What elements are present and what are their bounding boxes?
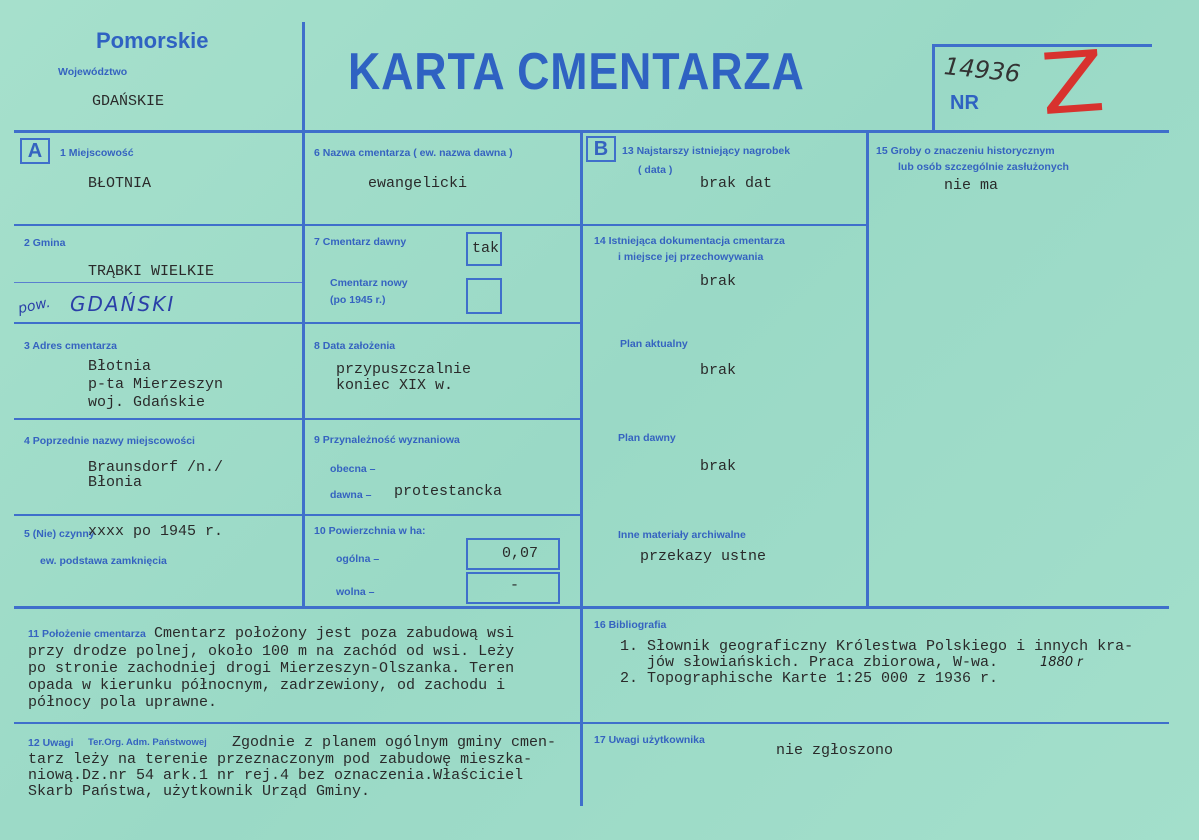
f5-label: 5 (Nie) czynny (24, 528, 95, 540)
f4-line-1: Braunsdorf /n./ (88, 459, 224, 476)
f8-label: 8 Data założenia (314, 340, 396, 352)
f15-label-2: lub osób szczególnie zasłużonych (898, 161, 1069, 173)
f8-line-1: przypuszczalnie (336, 361, 472, 378)
f2-label: 2 Gmina (24, 237, 66, 249)
user-remarks-label: 17 Uwagi użytkownika (594, 734, 705, 746)
f3-label: 3 Adres cmentarza (24, 340, 117, 352)
location-label: 11 Położenie cmentarza (28, 628, 146, 640)
section-b-badge: B (586, 136, 616, 162)
voivodeship-label: Województwo (58, 66, 128, 78)
f13-label: 13 Najstarszy istniejący nagrobek (622, 145, 791, 157)
f10-label: 10 Powierzchnia w ha: (314, 525, 426, 537)
f10-free-value: - (510, 577, 520, 594)
f8-line-2: koniec XIX w. (336, 377, 454, 394)
f5-sub-label: ew. podstawa zamknięcia (40, 555, 167, 567)
plan-former-value: brak (700, 458, 737, 475)
page-title: KARTA CMENTARZA (348, 43, 805, 101)
other-materials-value: przekazy ustne (640, 548, 767, 565)
f9-current-label: obecna – (330, 463, 376, 475)
f3-line-1: Błotnia (88, 358, 152, 375)
voivodeship-value: Pomorskie (96, 28, 209, 53)
f3-line-3: woj. Gdańskie (88, 394, 206, 411)
remarks-line-3: niową.Dz.nr 54 ark.1 nr rej.4 bez oznaczenia.Właściciel (28, 767, 524, 784)
f10-total-value: 0,07 (502, 545, 539, 562)
f3-line-2: p-ta Mierzeszyn (88, 376, 224, 393)
location-line-5: północy pola uprawne. (28, 694, 218, 711)
remarks-label: 12 Uwagi (28, 737, 74, 749)
remarks-line-2: tarz leży na terenie przeznaczonym pod zabudowę mieszka- (28, 751, 533, 768)
location-line-3: po stronie zachodniej drogi Mierzeszyn-Olszanka. Teren (28, 660, 515, 677)
voivodeship-typed: GDAŃSKIE (92, 93, 165, 110)
user-remarks-value: nie zgłoszono (776, 742, 894, 759)
plan-current-label: Plan aktualny (620, 338, 688, 350)
plan-former-label: Plan dawny (618, 432, 676, 444)
other-materials-label: Inne materiały archiwalne (618, 529, 746, 541)
plan-current-value: brak (700, 362, 737, 379)
bibliography-handwritten-year: 1880 r (1040, 655, 1083, 670)
bibliography-label: 16 Bibliografia (594, 619, 667, 631)
bibliography-line-3: 2. Topographische Karte 1:25 000 z 1936 r. (620, 670, 999, 687)
f15-label: 15 Groby o znaczeniu historycznym (876, 145, 1055, 157)
nr-label: NR (950, 92, 979, 114)
remarks-line-4: Skarb Państwa, użytkownik Urząd Gminy. (28, 783, 371, 800)
remarks-line-1: Zgodnie z planem ogólnym gminy cmen- (232, 734, 557, 751)
remarks-sub-label: Ter.Org. Adm. Państwowej (88, 737, 207, 748)
f10-total-label: ogólna – (336, 553, 380, 565)
f13-sub: ( data ) (638, 164, 673, 176)
f9-former-value: protestancka (394, 483, 503, 500)
f1-value: BŁOTNIA (88, 175, 152, 192)
location-line-2: przy drodze polnej, około 100 m na zachód od wsi. Leży (28, 643, 515, 660)
f9-label: 9 Przynależność wyznaniowa (314, 434, 460, 446)
f9-former-label: dawna – (330, 489, 372, 501)
f4-label: 4 Poprzednie nazwy miejscowości (24, 435, 195, 447)
f14-label: 14 Istniejąca dokumentacja cmentarza (594, 235, 785, 247)
f6-value: ewangelicki (368, 175, 468, 192)
f14-value: brak (700, 273, 737, 290)
f2-pow-value: GDAŃSKI (70, 292, 176, 316)
f13-value: brak dat (700, 175, 773, 192)
category-letter: Z (1037, 31, 1108, 135)
location-line-4: opada w kierunku północnym, zadrzewiony, od zachodu i (28, 677, 506, 694)
f7-old-value: tak (472, 240, 500, 257)
f2-pow-prefix: pow. (16, 294, 52, 318)
f14-label-2: i miejsce jej przechowywania (618, 251, 764, 263)
f7-new-label: Cmentarz nowy (330, 277, 408, 289)
nr-handwritten: 14936 (942, 52, 1022, 88)
f1-label: 1 Miejscowość (60, 147, 134, 159)
f7-new-label-2: (po 1945 r.) (330, 294, 386, 306)
f7-new-checkbox[interactable] (466, 278, 502, 314)
section-a-badge: A (20, 138, 50, 164)
location-line-1: Cmentarz położony jest poza zabudową wsi (154, 625, 515, 642)
f6-label: 6 Nazwa cmentarza ( ew. nazwa dawna ) (314, 147, 513, 159)
f7-old-label: 7 Cmentarz dawny (314, 236, 407, 248)
f4-line-2: Błonia (88, 474, 143, 491)
f5-value: xxxx po 1945 r. (88, 523, 224, 540)
f10-free-label: wolna – (336, 586, 375, 598)
bibliography-line-2: jów słowiańskich. Praca zbiorowa, W-wa. (620, 654, 999, 671)
f15-value: nie ma (944, 177, 999, 194)
f2-value: TRĄBKI WIELKIE (88, 263, 215, 280)
bibliography-line-1: 1. Słownik geograficzny Królestwa Polskiego i innych kra- (620, 638, 1134, 655)
